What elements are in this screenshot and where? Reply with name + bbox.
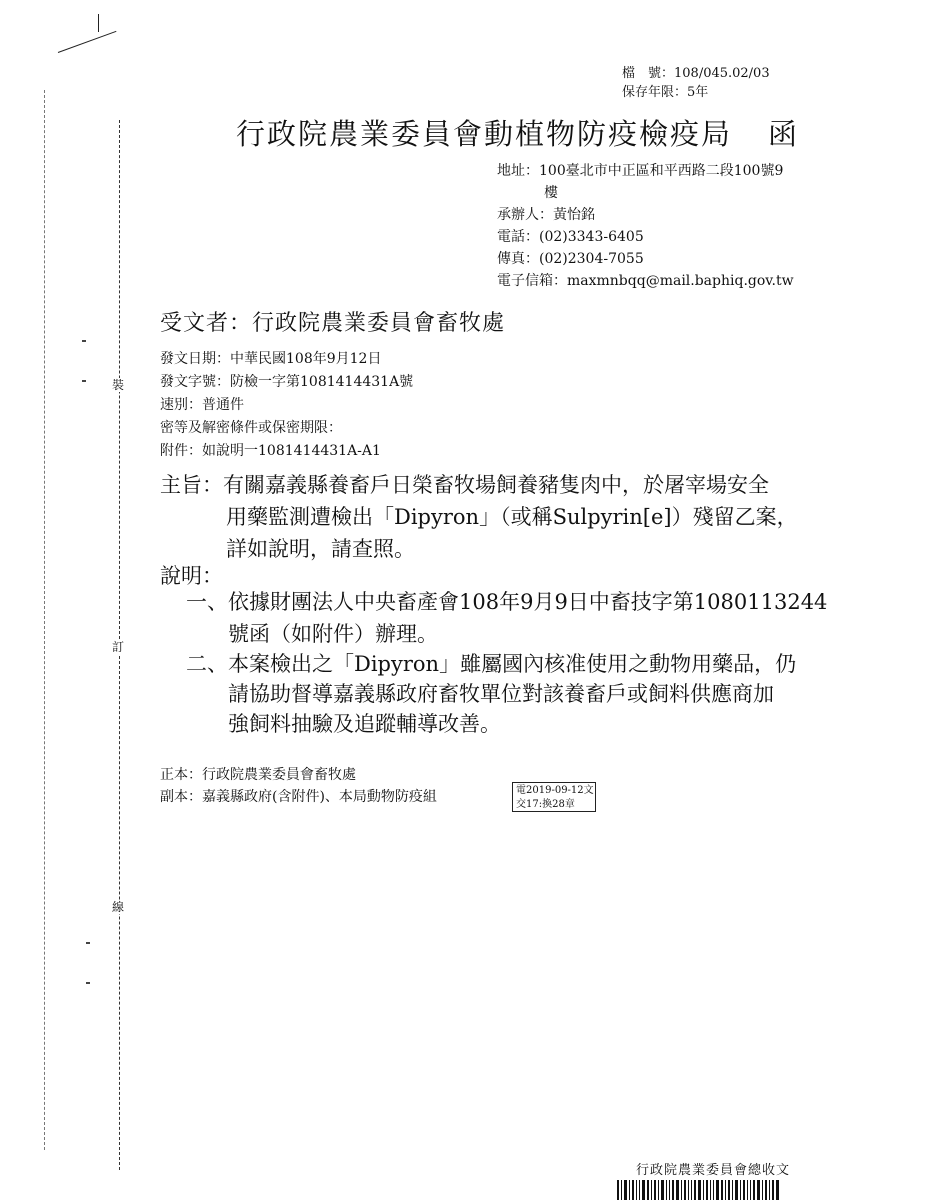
scan-speck	[86, 942, 90, 944]
subject-line-1: 主旨：有關嘉義縣養畜戶日榮畜牧場飼養豬隻肉中，於屠宰場安全	[160, 473, 769, 497]
binding-label-middle: 訂	[112, 640, 125, 654]
stamp-line-2: 交17:換28章	[516, 799, 575, 810]
document-title	[236, 112, 799, 153]
document-type: 函	[768, 117, 800, 151]
delivery-speed: 速別：普通件	[160, 397, 244, 413]
issue-date: 發文日期：中華民國108年9月12日	[160, 351, 382, 367]
explanation-item-2-line-3: 強飼料抽驗及追蹤輔導改善。	[228, 712, 501, 736]
binding-label-bottom: 線	[112, 900, 125, 914]
retention-period: 保存年限：5年	[622, 85, 709, 100]
address-line-2: 樓	[544, 185, 558, 201]
stamp-line-1: 電2019-09-12文	[516, 785, 594, 796]
document-number: 發文字號：防檢一字第1081414431A號	[160, 374, 414, 390]
explanation-item-2-line-1: 二、本案檢出之「Dipyron」雖屬國內核准使用之動物用藥品，仍	[186, 652, 797, 676]
receipt-label: 行政院農業委員會總收文	[636, 1163, 791, 1178]
subject-line-2: 用藥監測遭檢出「Dipyron」（或稱Sulpyrin[e]）殘留乙案，	[226, 505, 798, 529]
security-classification: 密等及解密條件或保密期限：	[160, 420, 342, 436]
explanation-item-1-line-2: 號函（如附件）辦理。	[228, 622, 438, 646]
fax: 傳真：(02)2304-7055	[497, 251, 644, 267]
handler: 承辦人：黃怡銘	[497, 207, 595, 223]
original-recipient: 正本：行政院農業委員會畜牧處	[160, 767, 356, 783]
scan-speck	[82, 380, 86, 382]
explanation-item-1-line-1: 一、依據財團法人中央畜產會108年9月9日中畜技字第1080113244	[186, 590, 828, 614]
agency-name: 行政院農業委員會動植物防疫檢疫局	[236, 117, 733, 151]
scan-edge-line	[44, 90, 45, 1150]
attachment: 附件：如說明一1081414431A-A1	[160, 443, 381, 459]
margin-scratch	[58, 31, 117, 53]
subject-line-3: 詳如說明，請查照。	[226, 537, 415, 561]
scan-speck	[86, 982, 90, 984]
corner-mark	[98, 14, 99, 32]
file-number: 檔 號：108/045.02/03	[622, 66, 770, 81]
copy-recipients: 副本：嘉義縣政府(含附件)、本局動物防疫組	[160, 789, 437, 805]
phone: 電話：(02)3343-6405	[497, 229, 644, 245]
address-line-1: 地址：100臺北市中正區和平西路二段100號9	[497, 163, 784, 179]
email: 電子信箱：maxmnbqq@mail.baphiq.gov.tw	[497, 273, 794, 289]
scan-speck	[82, 340, 86, 342]
electronic-exchange-stamp	[512, 782, 596, 812]
recipient: 受文者：行政院農業委員會畜牧處	[160, 311, 506, 336]
explanation-item-2-line-2: 請協助督導嘉義縣政府畜牧單位對該養畜戶或飼料供應商加	[228, 682, 774, 706]
binding-label-top: 裝	[112, 378, 125, 392]
barcode	[617, 1180, 833, 1200]
explanation-heading: 說明：	[160, 564, 223, 588]
